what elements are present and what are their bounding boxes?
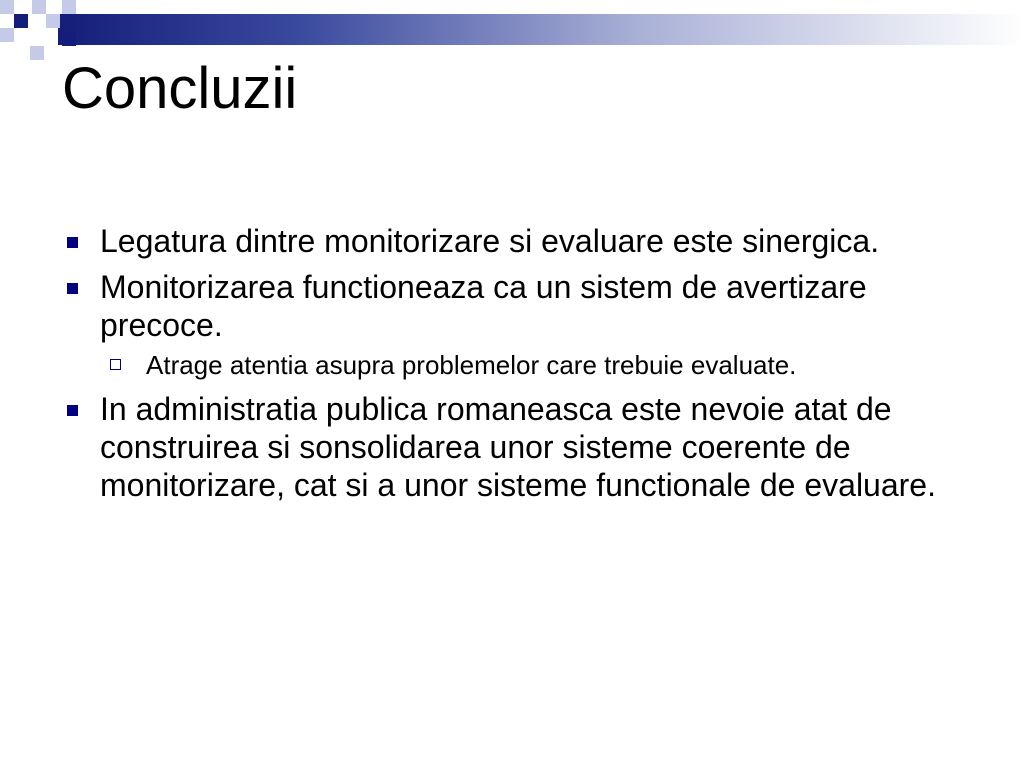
bullet-text: Monitorizarea functioneaza ca un sistem de avertizare precoce. <box>100 269 867 343</box>
decor-square <box>30 46 44 60</box>
slide-header-decoration <box>0 0 1024 64</box>
bullet-text: In administratia publica romaneasca este nevoie atat de construirea si sonsolidarea unor sisteme coerente de monitorizare, cat si a unor sisteme functionale de evaluare. <box>100 391 936 503</box>
header-gradient-band <box>58 14 1024 45</box>
hollow-square-icon <box>110 359 121 370</box>
decor-square <box>0 0 14 14</box>
filled-square-icon <box>67 283 78 294</box>
decor-square <box>46 14 60 28</box>
decor-square <box>62 32 76 46</box>
bullet-item <box>62 268 962 344</box>
slide-body <box>62 222 962 512</box>
bullet-item <box>62 222 962 260</box>
sub-bullet-text: Atrage atentia asupra problemelor care trebuie evaluate. <box>146 350 797 380</box>
bullet-text: Legatura dintre monitorizare si evaluare este sinergica. <box>100 223 880 259</box>
sub-bullet-item <box>110 350 962 380</box>
decor-square <box>14 14 28 28</box>
decor-square <box>32 0 46 14</box>
filled-square-icon <box>67 405 78 416</box>
decor-square <box>62 0 76 14</box>
bullet-item <box>62 390 962 504</box>
decor-square <box>0 28 14 42</box>
filled-square-icon <box>67 237 78 248</box>
slide-title: Concluzii <box>62 56 298 121</box>
